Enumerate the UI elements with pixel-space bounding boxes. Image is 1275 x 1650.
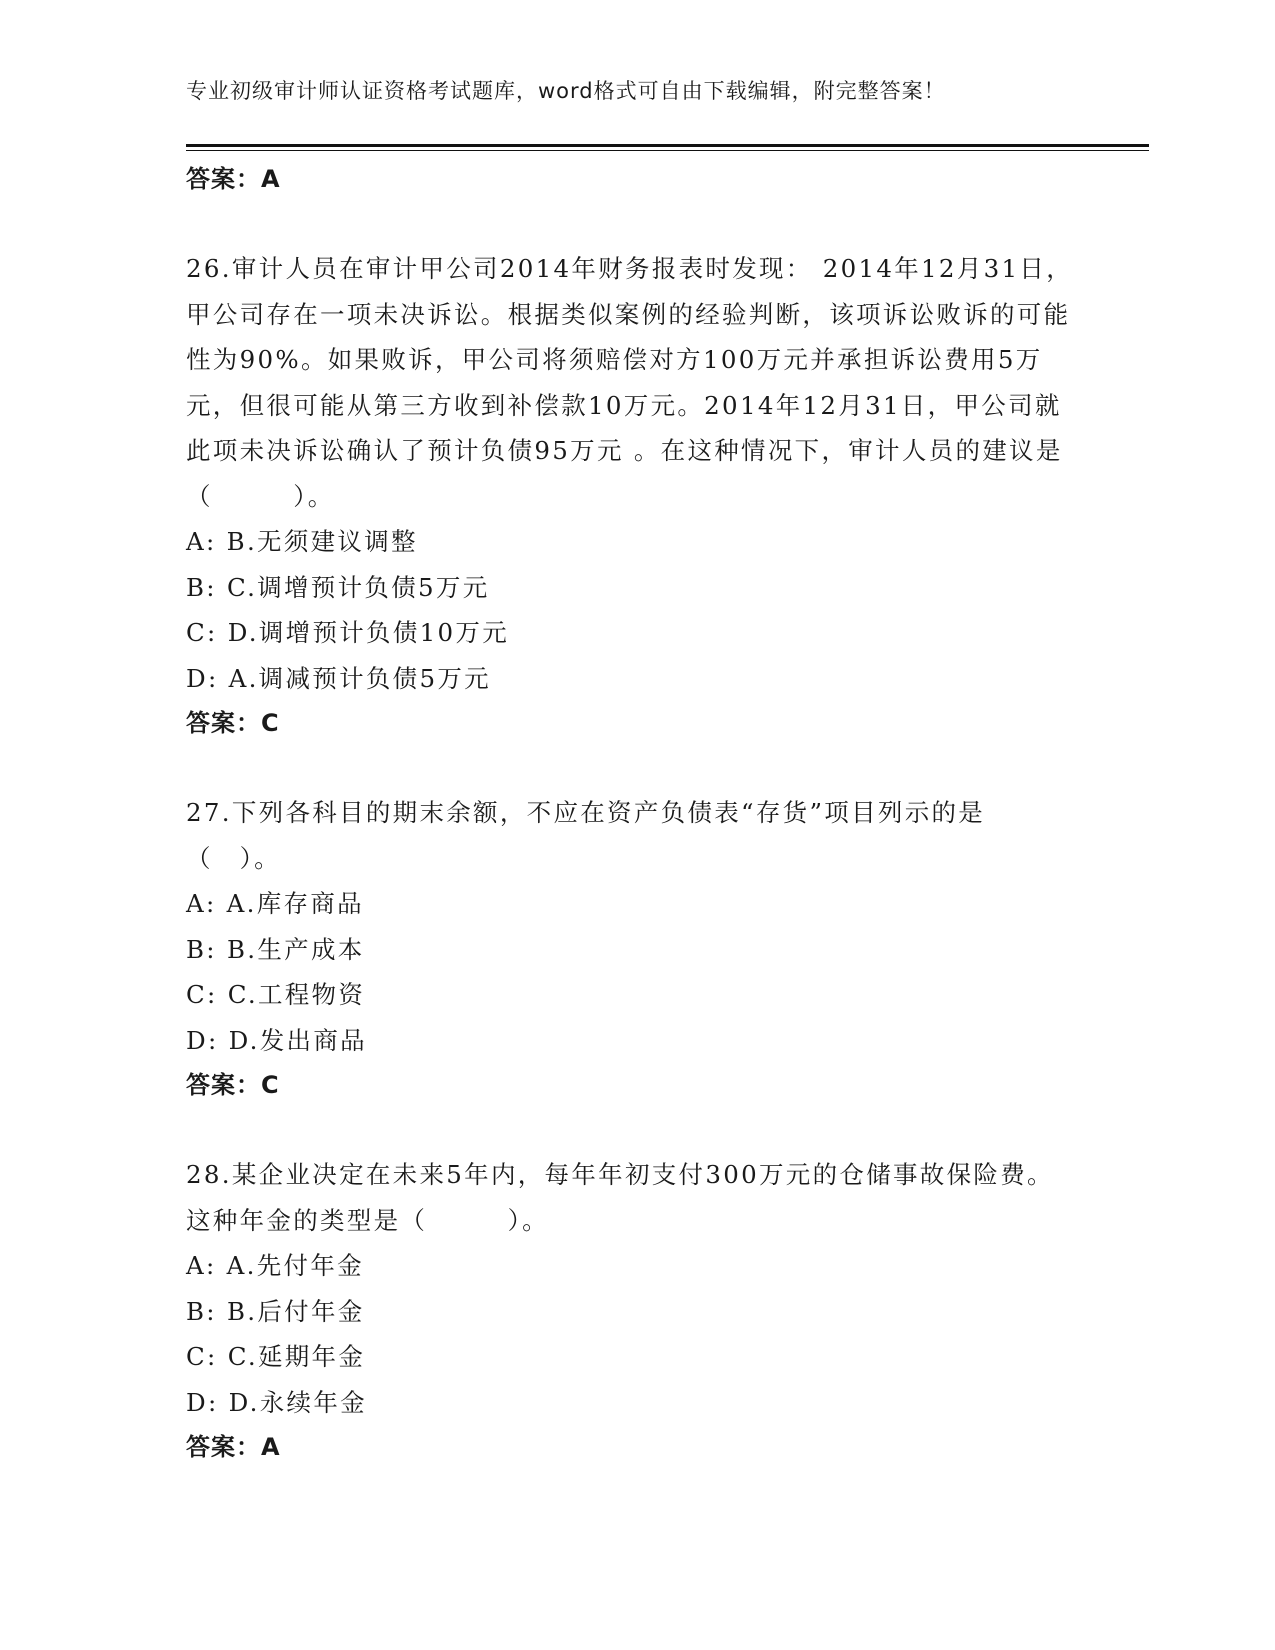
question-28 bbox=[186, 1152, 1076, 1470]
option-a: A: B.无须建议调整 bbox=[186, 527, 418, 556]
question-stem: 26.审计人员在审计甲公司2014年财务报表时发现： 2014年12月31日，甲公司存在一项未决诉讼。根据类似案例的经验判断，该项诉讼败诉的可能性为90%。如果败诉，甲公司将须赔偿对方100万元并承担诉讼费用5万元，但很可能从第三方收到补偿款10万元。2014年12月31日，甲公司就此项未决诉讼确认了预计负债95万元 。在这种情况下，审计人员的建议是（ ）。 bbox=[186, 254, 1073, 511]
option-c: C: C.工程物资 bbox=[186, 980, 366, 1009]
option-b: B: B.生产成本 bbox=[186, 934, 365, 964]
answer-line: 答案：A bbox=[186, 165, 281, 193]
header-rule-thin bbox=[186, 150, 1149, 151]
question-26 bbox=[186, 246, 1076, 746]
option-d: D: D.发出商品 bbox=[186, 1025, 367, 1055]
question-stem: 27.下列各科目的期末余额，不应在资产负债表“存货”项目列示的是（ ）。 bbox=[186, 798, 986, 873]
question-list bbox=[186, 157, 1076, 1470]
header-rule-thick bbox=[186, 144, 1149, 147]
option-d: D: D.永续年金 bbox=[186, 1387, 367, 1417]
question-stem: 28.某企业决定在未来5年内，每年年初支付300万元的仓储事故保险费。这种年金的类型是（ ）。 bbox=[186, 1160, 1054, 1235]
option-a: A: A.库存商品 bbox=[186, 889, 364, 918]
option-b: B: B.后付年金 bbox=[186, 1296, 365, 1326]
option-b: B: C.调增预计负债5万元 bbox=[186, 572, 490, 602]
answer-line: 答案：C bbox=[186, 709, 280, 737]
question-27 bbox=[186, 790, 1076, 1108]
option-c: C: D.调增预计负债10万元 bbox=[186, 618, 510, 647]
option-c: C: C.延期年金 bbox=[186, 1342, 366, 1371]
option-a: A: A.先付年金 bbox=[186, 1251, 364, 1280]
option-d: D: A.调减预计负债5万元 bbox=[186, 663, 491, 693]
page-header: 专业初级审计师认证资格考试题库，word格式可自由下载编辑，附完整答案！ bbox=[186, 79, 946, 103]
answer-line: 答案：A bbox=[186, 1433, 281, 1461]
answer-line: 答案：C bbox=[186, 1071, 280, 1099]
